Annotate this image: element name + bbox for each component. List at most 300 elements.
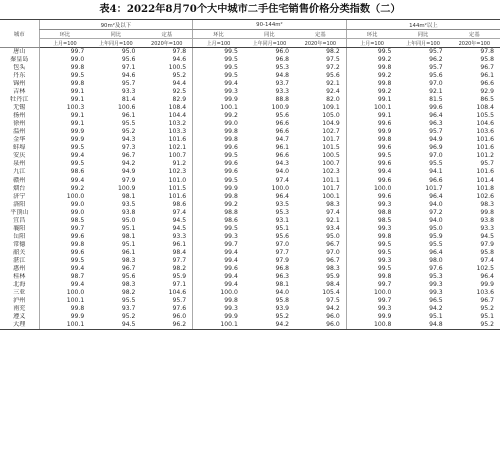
index-value-fixed-cell: 82.0 [326,96,340,104]
index-value-yoy-cell: 94.3 [121,136,136,144]
index-value-mom-cell: 100.0 [346,289,397,297]
index-value-fixed-cell: 98.4 [326,280,340,288]
index-value-yoy-cell: 95.3 [275,64,290,72]
sub-header-fixed: 定基 [449,30,500,39]
index-value-mom-cell: 99.0 [39,209,90,217]
index-value-yoy-cell: 94.0 [275,168,290,176]
index-value-fixed-cell: 94.5 [172,216,187,224]
index-value-fixed-cell: 101.5 [168,184,187,192]
index-value-fixed-cell: 99.8 [480,208,494,216]
index-value-fixed-cell: 98.4 [172,248,187,256]
city-name-cell: 南充 [13,305,26,313]
sub-header-fixed: 定基 [141,30,192,39]
index-value-yoy-cell: 96.3 [429,120,443,128]
table-row [0,112,500,120]
city-column-header: 城市 [0,20,39,48]
index-value-fixed-cell: 92.9 [480,88,494,96]
index-value-yoy-cell: 95.7 [429,128,443,136]
index-value-fixed-cell: 102.5 [476,264,494,272]
index-value-yoy-cell: 99.6 [429,104,443,112]
index-value-mom-cell: 99.6 [346,193,397,201]
table-row [0,193,500,201]
index-value-fixed-cell: 95.7 [172,296,187,304]
index-value-fixed-cell: 96.4 [480,272,494,280]
index-value-mom-cell: 99.3 [346,305,397,313]
index-value-fixed-cell: 95.1 [480,313,494,321]
index-value-yoy-cell: 96.4 [275,192,290,200]
index-value-yoy-cell: 94.0 [275,288,290,296]
index-value-mom-cell: 99.2 [39,185,90,193]
index-value-fixed-cell: 82.9 [172,96,187,104]
index-value-yoy-cell: 98.1 [121,192,136,200]
index-value-yoy-cell: 96.7 [121,264,136,272]
index-value-mom-cell: 100.0 [193,289,244,297]
index-value-fixed-cell: 95.9 [172,272,187,280]
index-value-yoy-cell: 99.3 [429,280,443,288]
index-value-mom-cell: 99.9 [193,185,244,193]
index-value-fixed-cell: 104.6 [168,288,187,296]
index-value-fixed-cell: 102.7 [322,128,340,136]
index-value-fixed-cell: 92.1 [326,80,340,88]
index-value-mom-cell: 99.4 [39,177,90,185]
index-value-yoy-cell: 95.0 [429,224,443,232]
index-value-mom-cell: 100.1 [39,321,90,330]
index-value-fixed-cell: 102.3 [168,168,187,176]
index-value-fixed-cell: 101.1 [322,176,340,184]
index-value-fixed-cell: 98.3 [326,264,340,272]
index-value-yoy-cell: 97.0 [275,240,290,248]
index-value-yoy-cell: 97.4 [275,176,290,184]
index-value-yoy-cell: 94.8 [397,321,448,330]
city-name-cell: 温州 [13,128,26,136]
index-value-yoy-cell: 99.3 [429,288,443,296]
index-value-fixed-cell: 92.4 [326,88,340,96]
index-value-fixed-cell: 101.6 [476,144,494,152]
index-value-yoy-cell: 95.1 [275,224,290,232]
index-value-fixed-cell: 98.3 [326,200,340,208]
index-value-fixed-cell: 95.2 [480,305,494,313]
index-value-yoy-cell: 95.1 [121,240,136,248]
index-value-yoy-cell: 100.6 [117,104,136,112]
index-value-mom-cell: 98.6 [193,217,244,225]
index-value-mom-cell: 99.2 [346,72,397,80]
table-row [0,168,500,176]
index-value-yoy-cell: 94.2 [121,160,136,168]
table-row [0,265,500,273]
index-value-mom-cell: 99.6 [193,265,244,273]
index-value-mom-cell: 99.2 [346,88,397,96]
index-value-fixed-cell: 101.4 [476,176,494,184]
index-value-fixed-cell: 104.4 [168,112,187,120]
index-value-yoy-cell: 93.5 [121,200,136,208]
index-value-yoy-cell: 97.9 [121,176,136,184]
city-name-cell: 吉林 [13,88,26,96]
city-name-cell: 大理 [0,321,39,330]
index-value-fixed-cell: 100.7 [322,160,340,168]
index-value-mom-cell: 99.4 [193,281,244,289]
index-value-yoy-cell: 95.6 [275,232,290,240]
index-value-mom-cell: 99.5 [193,56,244,64]
index-value-fixed-cell: 100.5 [168,64,187,72]
index-value-yoy-cell: 94.8 [275,72,290,80]
group-header-small: 90m²及以下 [39,20,193,30]
sub-header-mom: 环比 [193,30,244,39]
table-row [0,313,500,321]
index-value-fixed-cell: 95.6 [326,72,340,80]
index-value-mom-cell: 99.9 [193,96,244,104]
index-value-yoy-cell: 101.7 [425,184,443,192]
index-value-yoy-cell: 93.3 [275,88,290,96]
sub-header-yoy: 同比 [244,30,295,39]
table-row [0,185,500,193]
table-body [0,48,500,330]
index-value-fixed-cell: 101.6 [476,136,494,144]
index-value-mom-cell: 99.4 [193,249,244,257]
index-value-yoy-cell: 95.2 [121,313,136,321]
index-value-yoy-cell: 93.7 [121,305,136,313]
base-header-yoy: 上年同月=100 [397,39,448,48]
index-value-yoy-cell: 95.1 [429,313,443,321]
index-value-mom-cell: 99.5 [346,249,397,257]
city-name-cell: 济宁 [13,192,26,200]
sub-header-fixed: 定基 [295,30,346,39]
index-value-yoy-cell: 95.6 [121,56,136,64]
table-row [0,56,500,64]
index-value-yoy-cell: 96.2 [429,56,443,64]
index-value-fixed-cell: 101.6 [168,192,187,200]
index-value-fixed-cell: 97.5 [326,296,340,304]
table-row [0,281,500,289]
table-row [0,225,500,233]
index-value-mom-cell: 99.7 [193,241,244,249]
index-value-fixed-cell: 102.3 [322,168,340,176]
sub-header-mom: 环比 [39,30,90,39]
index-value-mom-cell: 99.5 [346,265,397,273]
table-row [0,136,500,144]
index-value-fixed-cell: 96.0 [326,313,340,321]
index-value-fixed-cell: 96.0 [172,313,187,321]
table-row [0,104,500,112]
index-value-mom-cell: 99.1 [346,112,397,120]
index-value-fixed-cell: 96.7 [480,64,494,72]
city-name-cell: 惠州 [13,264,26,272]
index-value-mom-cell: 99.8 [193,193,244,201]
index-value-yoy-cell: 95.0 [121,216,136,224]
index-value-fixed-cell: 97.7 [172,256,187,264]
base-header-mom: 上月=100 [193,39,244,48]
index-value-mom-cell: 99.4 [39,281,90,289]
table-row [0,96,500,104]
index-value-fixed-cell: 101.7 [322,184,340,192]
index-value-mom-cell: 99.8 [39,64,90,72]
index-value-mom-cell: 99.9 [39,128,90,136]
index-value-yoy-cell: 94.5 [90,321,141,330]
index-value-mom-cell: 99.5 [346,241,397,249]
table-row [0,177,500,185]
index-value-fixed-cell: 104.6 [476,120,494,128]
index-value-yoy-cell: 96.6 [429,176,443,184]
index-value-yoy-cell: 97.7 [275,248,290,256]
index-value-mom-cell: 99.8 [193,136,244,144]
city-name-cell: 北海 [13,280,26,288]
index-value-mom-cell: 100.1 [193,104,244,112]
index-value-fixed-cell: 103.2 [168,120,187,128]
index-value-yoy-cell: 97.0 [429,80,443,88]
table-row [0,72,500,80]
index-value-yoy-cell: 96.8 [275,264,290,272]
index-value-fixed-cell: 96.0 [295,321,346,330]
table-row [0,48,500,57]
index-value-fixed-cell: 95.2 [449,321,500,330]
index-value-fixed-cell: 96.2 [141,321,192,330]
table-row [0,233,500,241]
city-name-cell: 韶关 [13,248,26,256]
index-value-yoy-cell: 96.0 [275,48,290,56]
base-header-mom: 上月=100 [346,39,397,48]
index-value-fixed-cell: 103.6 [476,288,494,296]
index-value-fixed-cell: 101.2 [476,152,494,160]
city-name-cell: 桂林 [13,272,26,280]
base-header-fixed: 2020年=100 [295,39,346,48]
table-row [0,201,500,209]
index-value-mom-cell: 99.6 [39,233,90,241]
group-header-medium: 90-144m² [193,20,347,30]
index-value-mom-cell: 99.4 [39,265,90,273]
index-value-fixed-cell: 98.2 [326,48,340,56]
index-value-mom-cell: 99.4 [193,80,244,88]
index-value-yoy-cell: 93.5 [275,200,290,208]
city-name-cell: 襄阳 [13,224,26,232]
index-value-yoy-cell: 97.3 [121,144,136,152]
index-value-mom-cell: 99.2 [346,56,397,64]
index-value-fixed-cell: 108.4 [168,104,187,112]
header-row-types [0,30,500,39]
index-value-yoy-cell: 98.3 [121,280,136,288]
index-value-yoy-cell: 95.7 [429,48,443,56]
index-value-mom-cell: 99.5 [193,177,244,185]
index-value-yoy-cell: 96.9 [429,144,443,152]
index-value-fixed-cell: 100.5 [322,152,340,160]
index-value-fixed-cell: 94.5 [172,224,187,232]
index-value-yoy-cell: 94.1 [429,168,443,176]
index-value-yoy-cell: 93.7 [275,80,290,88]
index-value-yoy-cell: 96.4 [429,192,443,200]
index-value-mom-cell: 99.5 [193,225,244,233]
index-value-mom-cell: 99.8 [346,136,397,144]
sub-header-yoy: 同比 [90,30,141,39]
index-value-mom-cell: 99.1 [39,96,90,104]
index-value-fixed-cell: 93.3 [480,224,494,232]
index-value-mom-cell: 99.5 [193,48,244,57]
index-value-fixed-cell: 98.6 [172,200,187,208]
index-value-yoy-cell: 95.1 [121,224,136,232]
index-value-fixed-cell: 93.3 [172,232,187,240]
table-row [0,128,500,136]
table-row [0,217,500,225]
table-row [0,64,500,72]
index-value-mom-cell: 99.0 [39,56,90,64]
index-value-mom-cell: 99.9 [193,313,244,321]
index-value-fixed-cell: 97.4 [480,256,494,264]
city-name-cell: 安庆 [13,152,26,160]
index-value-mom-cell: 99.5 [39,160,90,168]
index-value-fixed-cell: 98.2 [172,264,187,272]
index-value-fixed-cell: 102.1 [168,144,187,152]
index-value-yoy-cell: 96.6 [275,128,290,136]
index-value-yoy-cell: 96.4 [429,112,443,120]
index-value-mom-cell: 98.5 [346,217,397,225]
index-value-mom-cell: 98.7 [39,273,90,281]
index-value-fixed-cell: 101.0 [168,176,187,184]
table-row [0,241,500,249]
index-value-mom-cell: 99.8 [346,64,397,72]
city-name-cell: 岳阳 [13,232,26,240]
table-row [0,321,500,330]
index-value-mom-cell: 99.8 [193,297,244,305]
index-value-yoy-cell: 81.4 [121,96,136,104]
city-name-cell: 三亚 [13,288,26,296]
index-value-fixed-cell: 105.0 [322,112,340,120]
index-value-yoy-cell: 94.2 [244,321,295,330]
index-value-fixed-cell: 95.7 [480,160,494,168]
index-value-mom-cell: 100.0 [39,289,90,297]
city-name-cell: 丹东 [13,72,26,80]
index-value-mom-cell: 99.1 [346,96,397,104]
index-value-fixed-cell: 103.6 [476,128,494,136]
price-index-table [0,19,500,330]
index-value-mom-cell: 99.2 [193,201,244,209]
index-value-mom-cell: 99.8 [39,305,90,313]
index-value-fixed-cell: 95.0 [326,232,340,240]
table-row [0,273,500,281]
index-value-yoy-cell: 96.6 [275,152,290,160]
index-value-yoy-cell: 96.4 [429,248,443,256]
index-value-mom-cell: 98.8 [346,209,397,217]
table-row [0,297,500,305]
index-value-fixed-cell: 96.7 [480,296,494,304]
index-value-fixed-cell: 96.7 [326,240,340,248]
index-value-mom-cell: 99.5 [193,64,244,72]
index-value-mom-cell: 99.9 [39,136,90,144]
table-row [0,249,500,257]
index-value-mom-cell: 99.4 [39,152,90,160]
index-value-fixed-cell: 95.8 [480,248,494,256]
city-name-cell: 金华 [13,136,26,144]
base-header-yoy: 上年同月=100 [90,39,141,48]
city-name-cell: 湛江 [13,256,26,264]
index-value-mom-cell: 99.8 [39,80,90,88]
index-value-fixed-cell: 101.6 [476,168,494,176]
index-value-fixed-cell: 97.8 [480,48,494,56]
index-value-yoy-cell: 96.3 [275,272,290,280]
index-value-mom-cell: 99.3 [346,225,397,233]
base-header-fixed: 2020年=100 [449,39,500,48]
index-value-mom-cell: 99.8 [346,80,397,88]
index-value-fixed-cell: 97.5 [326,56,340,64]
city-name-cell: 无锡 [13,104,26,112]
index-value-yoy-cell: 94.0 [429,200,443,208]
index-value-mom-cell: 99.5 [346,152,397,160]
index-value-fixed-cell: 101.5 [322,144,340,152]
index-value-mom-cell: 99.5 [346,48,397,57]
index-value-mom-cell: 99.5 [193,152,244,160]
index-value-mom-cell: 100.0 [39,193,90,201]
index-value-fixed-cell: 101.6 [168,136,187,144]
index-value-yoy-cell: 95.6 [121,272,136,280]
index-value-yoy-cell: 95.6 [429,72,443,80]
index-value-yoy-cell: 100.0 [271,184,290,192]
index-value-fixed-cell: 96.7 [326,256,340,264]
index-value-mom-cell: 99.3 [193,88,244,96]
city-name-cell: 赣州 [13,176,26,184]
index-value-mom-cell: 99.7 [39,48,90,57]
header-row-groups [0,20,500,30]
index-value-mom-cell: 98.5 [39,217,90,225]
index-value-fixed-cell: 100.7 [168,152,187,160]
index-value-fixed-cell: 94.4 [172,80,187,88]
index-value-fixed-cell: 97.8 [172,48,187,56]
index-value-fixed-cell: 97.6 [172,305,187,313]
index-value-yoy-cell: 96.8 [275,56,290,64]
index-value-mom-cell: 99.7 [346,297,397,305]
index-value-yoy-cell: 94.3 [275,160,290,168]
city-name-cell: 锦州 [13,80,26,88]
base-header-mom: 上月=100 [39,39,90,48]
index-value-yoy-cell: 97.2 [429,208,443,216]
table-row [0,209,500,217]
base-header-fixed: 2020年=100 [141,39,192,48]
index-value-mom-cell: 99.3 [346,257,397,265]
city-name-cell: 泉州 [13,160,26,168]
index-value-yoy-cell: 95.5 [429,160,443,168]
index-value-yoy-cell: 96.7 [121,152,136,160]
index-value-mom-cell: 99.7 [346,281,397,289]
index-value-mom-cell: 99.6 [346,120,397,128]
index-value-yoy-cell: 92.1 [429,88,443,96]
city-name-cell: 九江 [13,168,26,176]
index-value-mom-cell: 99.5 [39,72,90,80]
index-value-mom-cell: 99.6 [346,144,397,152]
index-value-mom-cell: 99.8 [346,273,397,281]
group-header-large: 144m²以上 [346,20,500,30]
index-value-yoy-cell: 95.8 [275,296,290,304]
index-value-yoy-cell: 98.3 [121,256,136,264]
index-value-yoy-cell: 98.0 [429,256,443,264]
table-row [0,305,500,313]
index-value-mom-cell: 99.2 [193,112,244,120]
index-value-fixed-cell: 108.4 [476,104,494,112]
index-value-fixed-cell: 97.9 [480,240,494,248]
city-name-cell: 烟台 [13,184,26,192]
city-name-cell: 平顶山 [10,208,29,216]
index-value-yoy-cell: 95.5 [121,120,136,128]
index-value-mom-cell: 99.1 [39,88,90,96]
index-value-fixed-cell: 95.9 [326,272,340,280]
index-value-yoy-cell: 95.2 [275,313,290,321]
index-value-mom-cell: 99.6 [193,160,244,168]
index-value-yoy-cell: 97.1 [121,64,136,72]
index-value-mom-cell: 98.6 [39,168,90,176]
index-value-mom-cell: 99.3 [193,233,244,241]
index-value-fixed-cell: 97.1 [172,280,187,288]
table-row [0,120,500,128]
index-value-yoy-cell: 95.9 [429,232,443,240]
index-value-mom-cell: 99.6 [346,160,397,168]
index-value-yoy-cell: 96.1 [275,144,290,152]
table-row [0,289,500,297]
index-value-mom-cell: 99.0 [39,201,90,209]
index-value-yoy-cell: 93.9 [275,305,290,313]
